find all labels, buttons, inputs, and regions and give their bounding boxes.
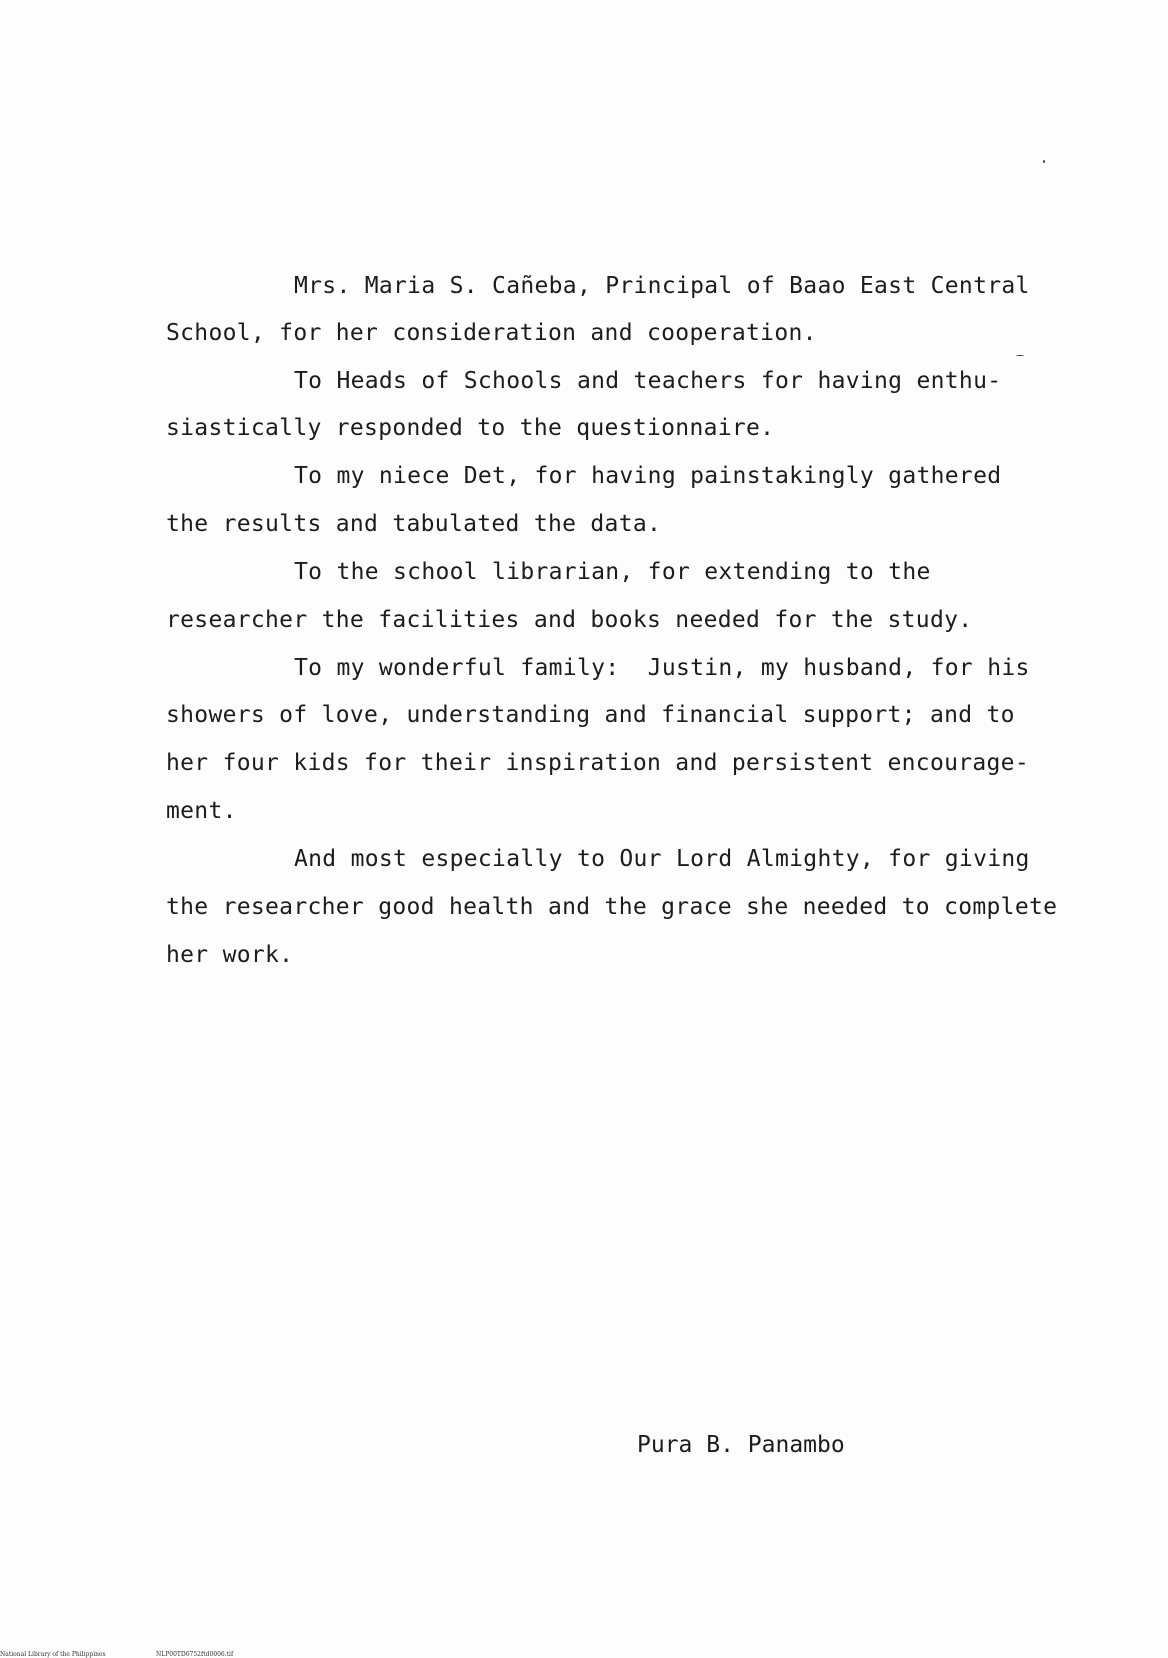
paragraph-5-line-2: showers of love, understanding and financial support; and to	[166, 702, 1015, 728]
paragraph-3-line-1: To my niece Det, for having painstakingly gathered	[294, 463, 1002, 489]
paragraph-4-line-1: To the school librarian, for extending to the	[294, 559, 931, 585]
paragraph-6-line-3: her work.	[166, 942, 294, 968]
paragraph-6-line-1: And most especially to Our Lord Almighty, for giving	[294, 846, 1030, 872]
paragraph-6-line-2: the researcher good health and the grace she needed to complete	[166, 894, 1058, 920]
paragraph-2-line-2: siastically responded to the questionnaire.	[166, 415, 775, 441]
paragraph-1-line-2: School, for her consideration and cooperation.	[166, 320, 817, 346]
paragraph-1-line-1: Mrs. Maria S. Cañeba, Principal of Baao East Central	[294, 273, 1030, 299]
scan-speck	[1043, 160, 1045, 163]
paragraph-5-line-4: ment.	[166, 798, 237, 824]
footer-file-label: NLP00TD6752ftd0006.tif	[156, 1651, 234, 1658]
footer-library-label: National Library of the Philippines	[0, 1651, 106, 1658]
signature-name: Pura B. Panambo	[637, 1432, 845, 1458]
paragraph-5-line-3: her four kids for their inspiration and persistent encourage-	[166, 750, 1029, 776]
paragraph-4-line-2: researcher the facilities and books needed for the study.	[166, 607, 973, 633]
paragraph-2-line-1: To Heads of Schools and teachers for having enthu-	[294, 368, 1002, 394]
scan-speck	[1016, 355, 1024, 356]
paragraph-5-line-1: To my wonderful family: Justin, my husband, for his	[294, 655, 1030, 681]
paragraph-3-line-2: the results and tabulated the data.	[166, 511, 662, 537]
